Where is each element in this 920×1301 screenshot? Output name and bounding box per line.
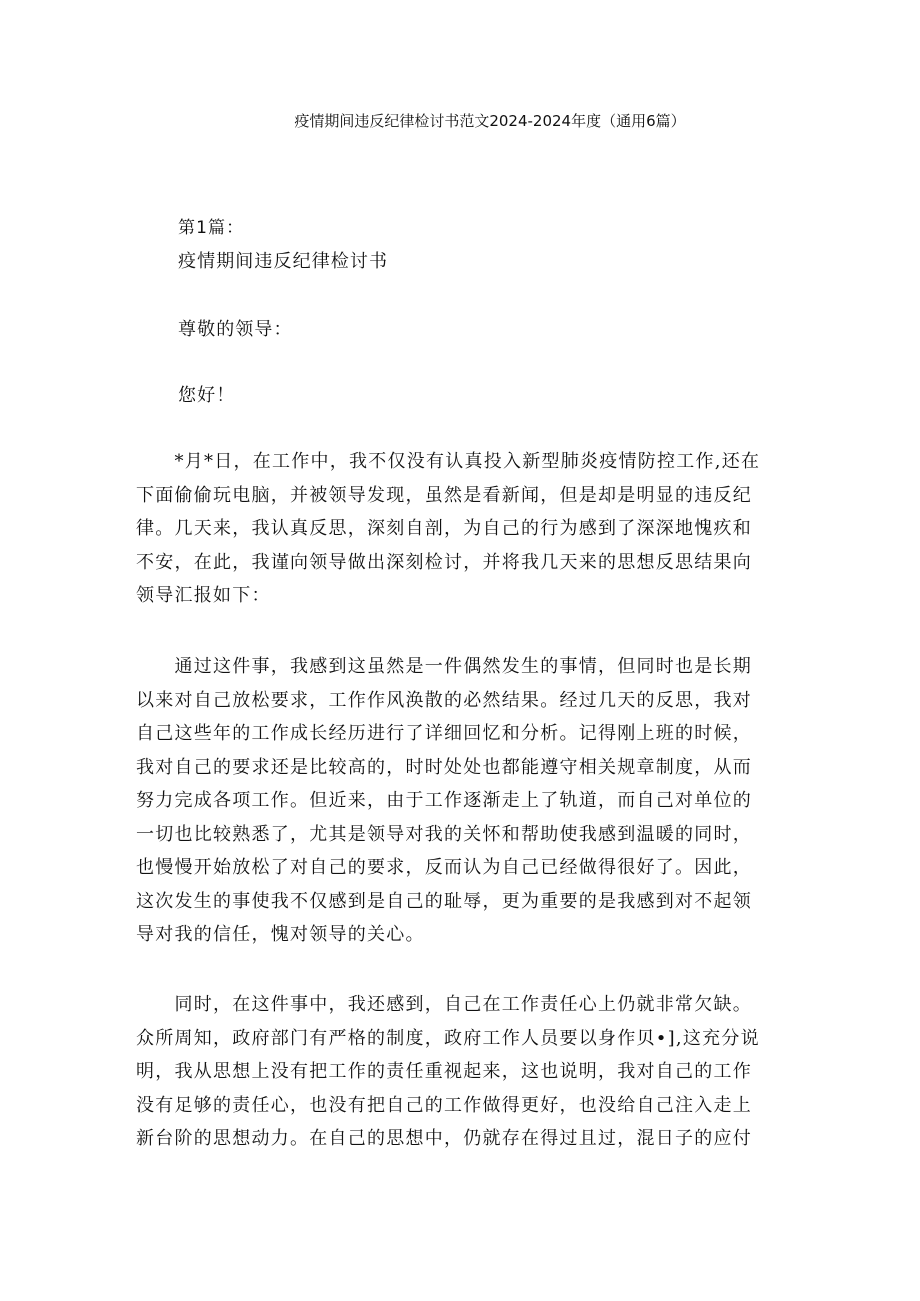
paragraph-line: 自己这些年的工作成长经历进行了详细回忆和分析。记得刚上班的时候， (136, 723, 752, 744)
paragraph-line: 我对自己的要求还是比较高的，时时处处也都能遵守相关规章制度，从而 (136, 756, 752, 778)
section-label: 第1篇： (178, 218, 245, 238)
paragraph-1 (136, 445, 796, 613)
paragraph-line: 通过这件事，我感到这虽然是一件偶然发生的事情，但同时也是长期 (136, 656, 752, 677)
paragraph-line: 不安，在此，我谨向领导做出深刻检讨，并将我几天来的思想反思结果向 (136, 551, 752, 573)
paragraph-line: 同时，在这件事中，我还感到，自己在工作责任心上仍就非常欠缺。 (136, 994, 752, 1015)
section-title: 疫情期间违反纪律检讨书 (178, 251, 389, 272)
paragraph-line: 律。几天来，我认真反思，深刻自剖，为自己的行为感到了深深地愧疚和 (136, 518, 752, 539)
greeting: 您好！ (178, 385, 236, 406)
paragraph-line: 没有足够的责任心，也没有把自己的工作做得更好，也没给自己注入走上 (136, 1094, 752, 1116)
salutation: 尊敬的领导： (178, 319, 293, 340)
paragraph-2 (136, 650, 796, 952)
paragraph-line: 努力完成各项工作。但近来，由于工作逐渐走上了轨道，而自己对单位的 (136, 790, 752, 811)
document-title: 疫情期间违反纪律检讨书范文2024-2024年度（通用6篇） (294, 112, 686, 130)
paragraph-line: 下面偷偷玩电脑，并被领导发现，虽然是看新闻，但是却是明显的违反纪 (136, 484, 752, 506)
paragraph-line: 众所周知，政府部门有严格的制度，政府工作人员要以身作贝•],这充分说 (136, 1027, 760, 1049)
paragraph-line: 领导汇报如下： (136, 585, 271, 606)
paragraph-line: 新台阶的思想动力。在自己的思想中，仍就存在得过且过，混日子的应付 (136, 1128, 752, 1149)
paragraph-line: 明，我从思想上没有把工作的责任重视起来，这也说明，我对自己的工作 (136, 1061, 752, 1082)
paragraph-line: 这次发生的事使我不仅感到是自己的耻辱，更为重要的是我感到对不起领 (136, 890, 752, 912)
paragraph-line: 导对我的信任，愧对领导的关心。 (136, 924, 425, 945)
paragraph-line: 一切也比较熟悉了，尤其是领导对我的关怀和帮助使我感到温暖的同时， (136, 823, 752, 845)
paragraph-3 (136, 988, 796, 1156)
paragraph-line: 以来对自己放松要求，工作作风涣散的必然结果。经过几天的反思，我对 (136, 689, 752, 711)
paragraph-line: *月*日，在工作中，我不仅没有认真投入新型肺炎疫情防控工作,还在 (136, 451, 761, 472)
paragraph-line: 也慢慢开始放松了对自己的要求，反而认为自己已经做得很好了。因此， (136, 857, 752, 878)
